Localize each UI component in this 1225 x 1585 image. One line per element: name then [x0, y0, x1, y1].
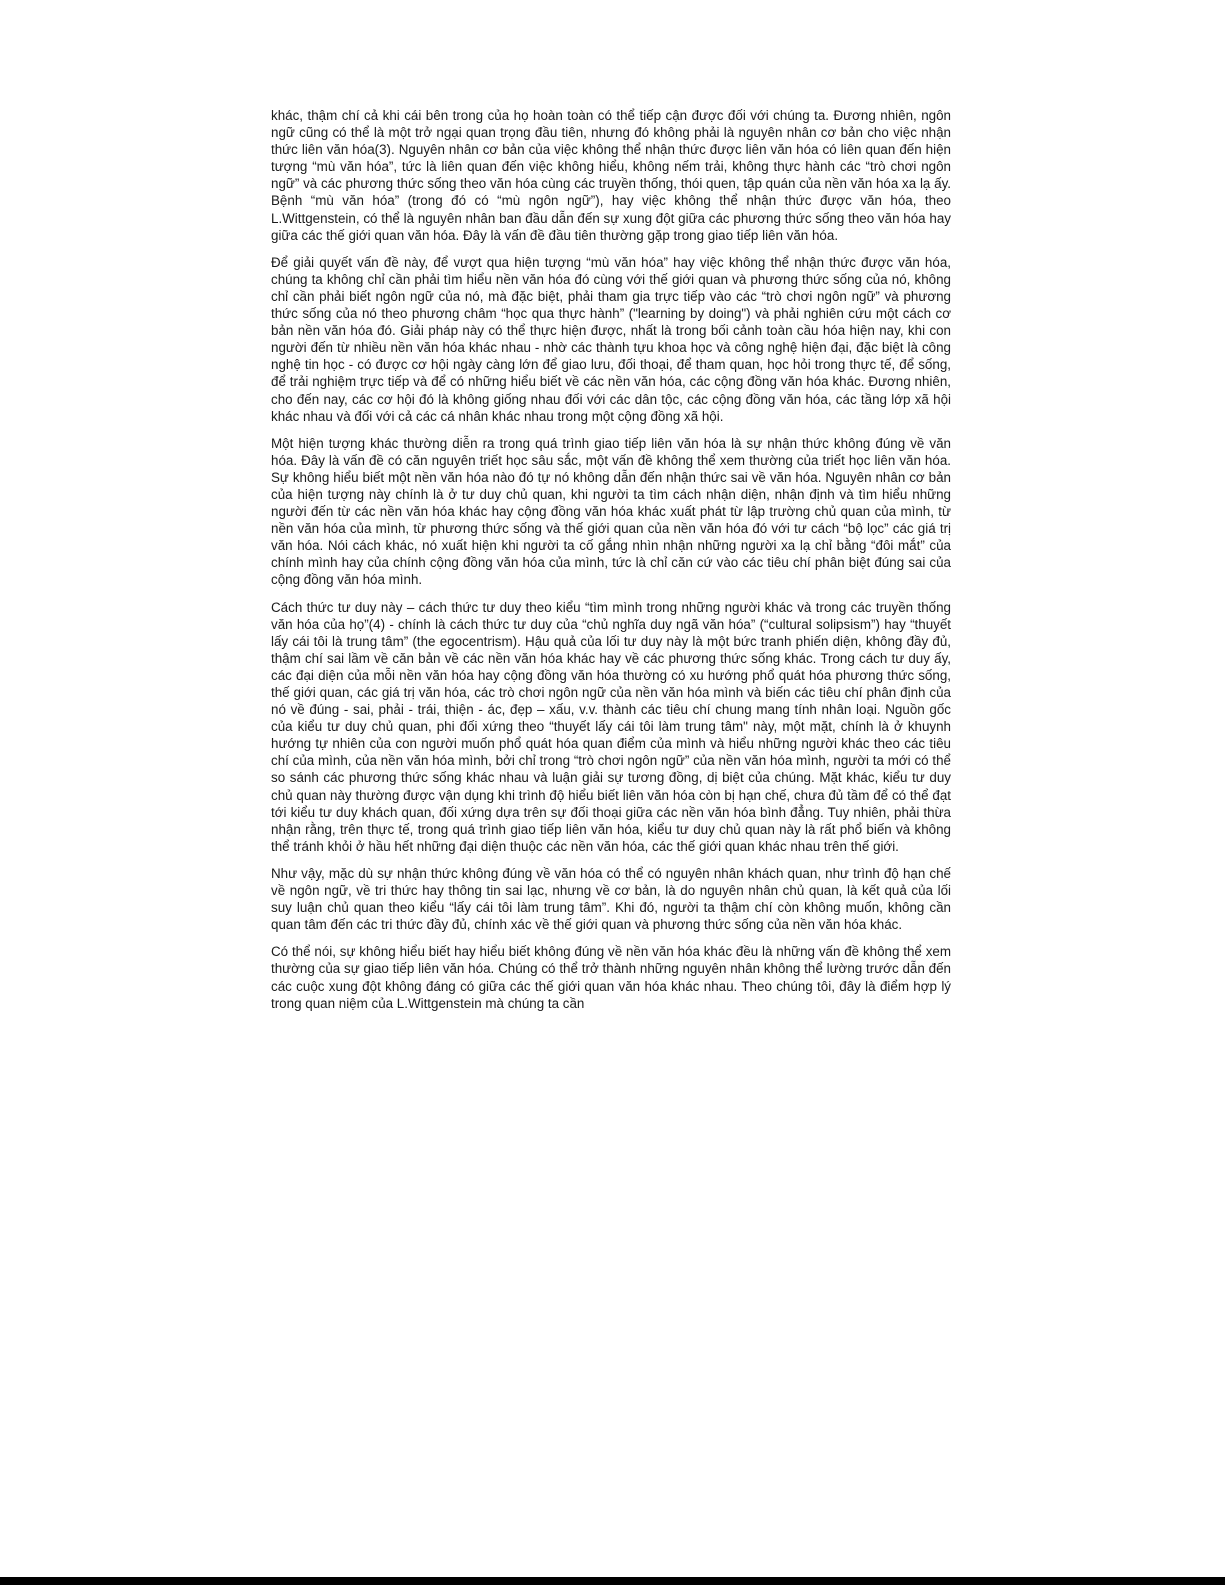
- paragraph-6: Có thể nói, sự không hiểu biết hay hiểu biết không đúng về nền văn hóa khác đều là những vấn đề không thể xem thường của sự giao tiếp liên văn hóa. Chúng có thể trở thành những nguyên nhân không thể lường trước dẫn đến các cuộc xung đột không đáng có giữa các thế giới quan văn hóa khác nhau. Theo chúng tôi, đây là điểm hợp lý trong quan niệm của L.Wittgenstein mà chúng ta cần: [271, 944, 951, 1011]
- paragraph-2: Để giải quyết vấn đề này, để vượt qua hiện tượng “mù văn hóa” hay việc không thể nhận thức được văn hóa, chúng ta không chỉ cần phải tìm hiểu nền văn hóa đó cùng với thế giới quan và phương thức sống của nó, không chỉ cần phải biết ngôn ngữ của nó, mà đặc biệt, phải tham gia trực tiếp vào các “trò chơi ngôn ngữ” và phương thức sống của nó theo phương châm “học qua thực hành” ("learning by doing") và phải nghiên cứu một cách cơ bản nền văn hóa đó. Giải pháp này có thể thực hiện được, nhất là trong bối cảnh toàn cầu hóa hiện nay, khi con người đến từ nhiều nền văn hóa khác nhau - nhờ các thành tựu khoa học và công nghệ hiện đại, đặc biệt là công nghệ tin học - có được cơ hội ngày càng lớn để giao lưu, đối thoại, để tham quan, học hỏi trong thực tế, để sống, để trải nghiệm trực tiếp và để có những hiểu biết về các nền văn hóa, các cộng đồng văn hóa khác. Đương nhiên, cho đến nay, các cơ hội đó là không giống nhau đối với các dân tộc, các cộng đồng văn hóa, các tầng lớp xã hội khác nhau và đối với cả các cá nhân khác nhau trong một cộng đồng xã hội.: [271, 254, 951, 424]
- paragraph-3: Một hiện tượng khác thường diễn ra trong quá trình giao tiếp liên văn hóa là sự nhận thức không đúng về văn hóa. Đây là vấn đề có căn nguyên triết học sâu sắc, một vấn đề không thể xem thường của triết học liên văn hóa. Sự không hiểu biết một nền văn hóa nào đó tự nó không dẫn đến nhận thức sai về văn hóa. Nguyên nhân cơ bản của hiện tượng này chính là ở tư duy chủ quan, khi người ta tìm cách nhận diện, nhận định và tìm hiểu những người đến từ các nền văn hóa khác hay cộng đồng văn hóa khác xuất phát từ lập trường chủ quan của mình, từ nền văn hóa của mình, từ phương thức sống và thế giới quan của nền văn hóa đó với tư cách “bộ lọc” các giá trị văn hóa. Nói cách khác, nó xuất hiện khi người ta cố gắng nhìn nhận những người xa lạ chỉ bằng “đôi mắt” của chính mình hay của chính cộng đồng văn hóa của mình, tức là chỉ căn cứ vào các tiêu chí phân biệt đúng sai của cộng đồng văn hóa mình.: [271, 435, 951, 588]
- paragraph-1: khác, thậm chí cả khi cái bên trong của họ hoàn toàn có thể tiếp cận được đối với chúng ta. Đương nhiên, ngôn ngữ cũng có thể là một trở ngại quan trọng đầu tiên, nhưng đó không phải là nguyên nhân cơ bản cho việc nhận thức liên văn hóa(3). Nguyên nhân cơ bản của việc không thể nhận thức được liên văn hóa có liên quan đến hiện tượng “mù văn hóa”, tức là liên quan đến việc không hiểu, không nếm trải, không thực hành các “trò chơi ngôn ngữ” và các phương thức sống theo văn hóa cùng các truyền thống, thói quen, tập quán của nền văn hóa xa lạ ấy. Bệnh “mù văn hóa” (trong đó có “mù ngôn ngữ”), hay việc không thể nhận thức được văn hóa, theo L.Wittgenstein, có thể là nguyên nhân ban đầu dẫn đến sự xung đột giữa các phương thức sống theo văn hóa hay giữa các thế giới quan văn hóa. Đây là vấn đề đầu tiên thường gặp trong giao tiếp liên văn hóa.: [271, 108, 951, 243]
- paragraph-5: Như vậy, mặc dù sự nhận thức không đúng về văn hóa có thể có nguyên nhân khách quan, như trình độ hạn chế về ngôn ngữ, về tri thức hay thông tin sai lạc, nhưng về cơ bản, là do nguyên nhân chủ quan, là kết quả của lối suy luận chủ quan theo kiểu “lấy cái tôi làm trung tâm”. Khi đó, người ta thậm chí còn không muốn, không cần quan tâm đến các tri thức đầy đủ, chính xác về thế giới quan và phương thức sống của nền văn hóa khác.: [271, 865, 951, 933]
- page-bottom-border: [0, 1577, 1225, 1585]
- body-text: [271, 107, 951, 1022]
- paragraph-4: Cách thức tư duy này – cách thức tư duy theo kiểu “tìm mình trong những người khác và trong các truyền thống văn hóa của họ”(4) - chính là cách thức tư duy của “chủ nghĩa duy ngã văn hóa” (“cultural solipsism”) hay “thuyết lấy cái tôi là trung tâm” (the egocentrism). Hậu quả của lối tư duy này là một bức tranh phiến diện, không đầy đủ, thậm chí sai lầm về căn bản về các nền văn hóa khác hay về các phương thức sống khác. Trong cách tư duy ấy, các đại diện của mỗi nền văn hóa hay cộng đồng văn hóa thường có xu hướng phổ quát hóa phương thức sống, thế giới quan, các giá trị văn hóa, các trò chơi ngôn ngữ của nền văn hóa mình và biến các tiêu chí phân định của nó về đúng - sai, phải - trái, thiện - ác, đẹp – xấu, v.v. thành các tiêu chí chung mang tính nhân loại. Nguồn gốc của kiểu tư duy chủ quan, phi đối xứng theo “thuyết lấy cái tôi làm trung tâm" này, một mặt, chính là ở khuynh hướng tự nhiên của con người muốn phổ quát hóa quan điểm của mình và hiểu những người khác theo các tiêu chí của mình, của nền văn hóa mình, bởi chỉ trong “trò chơi ngôn ngữ” của nền văn hóa mình, người ta mới có thể so sánh các phương thức sống khác nhau và luận giải sự tương đồng, dị biệt của chúng. Mặt khác, kiểu tư duy chủ quan này thường được vận dụng khi trình độ hiểu biết liên văn hóa còn bị hạn chế, chưa đủ tầm để có thể đạt tới kiểu tư duy khách quan, đối xứng dựa trên sự đối thoại giữa các nền văn hóa bình đẳng. Tuy nhiên, phải thừa nhận rằng, trên thực tế, trong quá trình giao tiếp liên văn hóa, kiểu tư duy chủ quan này là rất phổ biến và không thể tránh khỏi ở hầu hết những đại diện thuộc các nền văn hóa, các thế giới quan khác nhau trên thế giới.: [271, 599, 951, 854]
